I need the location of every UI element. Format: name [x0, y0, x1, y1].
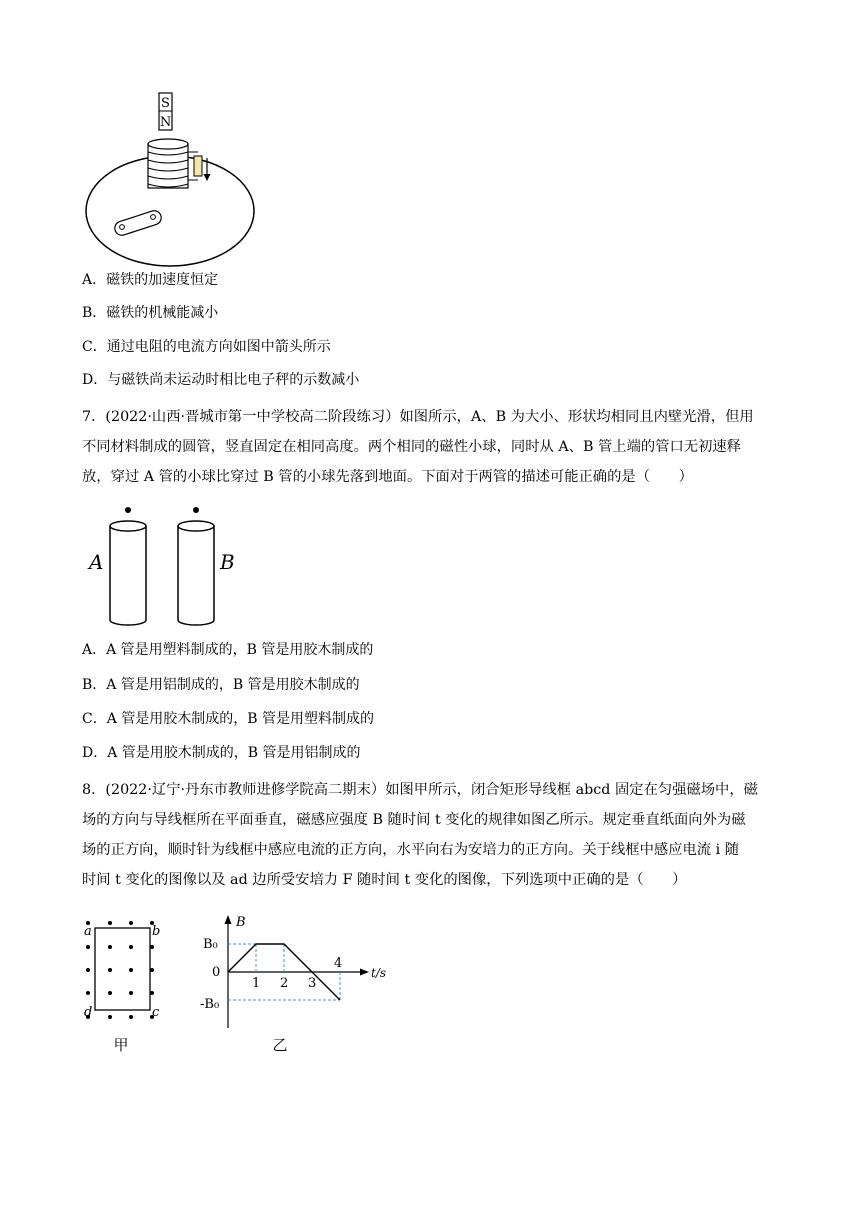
x-axis-label: t/s: [371, 966, 387, 980]
tube-a: [87, 507, 146, 625]
q6-option-a: A．磁铁的加速度恒定: [82, 272, 219, 288]
y-axis-label: B: [236, 915, 246, 930]
field-dot: [129, 991, 133, 995]
resistor: [194, 156, 202, 176]
field-dot: [108, 921, 112, 925]
field-dot: [108, 968, 112, 972]
neg-b0-label: -B₀: [200, 997, 220, 1012]
tube-b: [178, 507, 235, 625]
field-dot: [86, 968, 90, 972]
x-tick-labels: [252, 956, 342, 991]
field-dot: [108, 991, 112, 995]
ball-a: [125, 507, 131, 513]
q6-option-c: C．通过电阻的电流方向如图中箭头所示: [82, 339, 331, 355]
x-axis-arrow-icon: [360, 969, 369, 976]
q6-option-b: B．磁铁的机械能减小: [82, 305, 219, 321]
magnet-south-label: S: [161, 96, 170, 111]
q7-option-c: C．A 管是用胶木制成的，B 管是用塑料制成的: [82, 711, 375, 727]
x-tick-label: 2: [280, 976, 289, 991]
y-axis-arrow-icon: [225, 915, 232, 924]
corner-a-label: a: [84, 924, 92, 939]
q7-stem: [82, 402, 782, 492]
small-weight: [113, 209, 163, 237]
bar-magnet: [159, 93, 172, 130]
field-dot: [129, 1015, 133, 1019]
wire-loop: [95, 928, 150, 1010]
q8-figure-yi: [200, 910, 400, 1060]
x-tick-label: 1: [252, 976, 261, 991]
field-dot: [108, 1015, 112, 1019]
corner-c-label: c: [152, 1005, 160, 1020]
corner-b-label: b: [152, 924, 161, 939]
field-dot: [129, 945, 133, 949]
b0-label: B₀: [203, 937, 218, 952]
magnetic-field-dots: [86, 921, 154, 1019]
field-dot: [86, 991, 90, 995]
q7-stem-line: 不同材料制成的圆管，竖直固定在相同高度。两个相同的磁性小球，同时从 A、B 管上端的管口无初速释: [82, 439, 741, 455]
tube-a-label: A: [89, 550, 104, 574]
q7-option-a: A．A 管是用塑料制成的，B 管是用胶木制成的: [82, 642, 374, 658]
q6-figure: [80, 88, 260, 268]
q8-stem-line: 8．(2022·辽宁·丹东市教师进修学院高二期末）如图甲所示，闭合矩形导线框 abcd 固定在匀强磁场中，磁: [82, 782, 758, 798]
q8-stem: [82, 775, 782, 895]
figure-jia-caption: 甲: [113, 1036, 129, 1054]
coil: [148, 139, 198, 188]
corner-d-label: d: [84, 1005, 93, 1020]
origin-label: 0: [212, 965, 221, 980]
q7-figure: [84, 498, 254, 633]
figure-yi-caption: 乙: [272, 1036, 288, 1054]
tube-b-label: B: [220, 550, 235, 574]
q7-option-d: D．A 管是用胶木制成的，B 管是用铝制成的: [82, 745, 361, 761]
field-dot: [129, 968, 133, 972]
ball-b: [193, 507, 199, 513]
field-dot: [108, 945, 112, 949]
field-dot: [86, 945, 90, 949]
q7-stem-line: 放，穿过 A 管的小球比穿过 B 管的小球先落到地面。下面对于两管的描述可能正确的是（ ）: [82, 469, 693, 485]
magnet-north-label: N: [159, 115, 172, 130]
q6-option-d: D．与磁铁尚未运动时相比电子秤的示数减小: [82, 372, 360, 388]
q7-option-b: B．A 管是用铝制成的，B 管是用胶木制成的: [82, 677, 360, 693]
q8-stem-line: 场的正方向，顺时针为线框中感应电流的正方向，水平向右为安培力的正方向。关于线框中感应电流 i 随: [82, 842, 740, 858]
x-tick-label: 3: [308, 976, 317, 991]
field-dot: [129, 921, 133, 925]
q7-stem-line: 7．(2022·山西·晋城市第一中学校高二阶段练习）如图所示，A、B 为大小、形状均相同且内壁光滑，但用: [82, 409, 754, 425]
x-tick-label: 4: [334, 956, 343, 971]
q8-stem-line: 时间 t 变化的图像以及 ad 边所受安培力 F 随时间 t 变化的图像，下列选项中正确的是（ ）: [82, 872, 687, 888]
q8-figure-jia: [80, 910, 170, 1060]
q8-stem-line: 场的方向与导线框所在平面垂直，磁感应强度 B 随时间 t 变化的规律如图乙所示。规定垂直纸面向外为磁: [82, 812, 746, 828]
